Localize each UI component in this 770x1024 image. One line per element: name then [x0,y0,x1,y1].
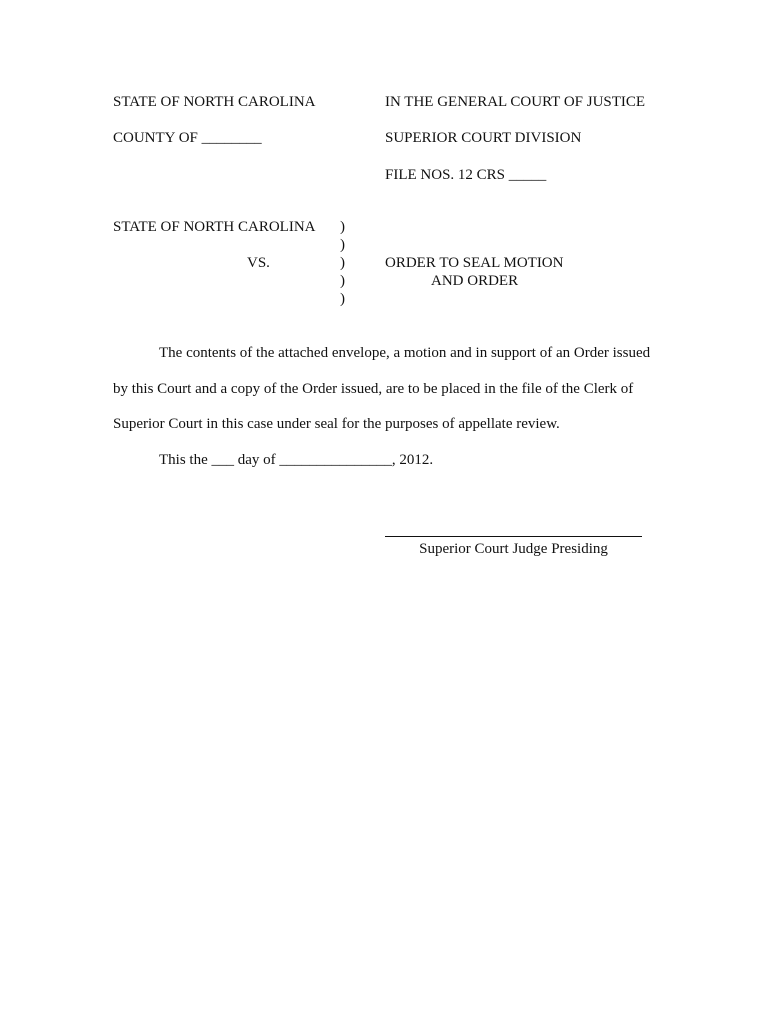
caption-bracket: ) [340,219,345,235]
file-number-line: FILE NOS. 12 CRS _____ [385,167,547,183]
caption-bracket: ) [340,273,345,289]
plaintiff-name: STATE OF NORTH CAROLINA [113,219,316,235]
caption-bracket: ) [340,291,345,307]
body-text-line: Superior Court in this case under seal for the purposes of appellate review. [113,416,560,432]
county-line: COUNTY OF ________ [113,130,262,146]
court-heading: IN THE GENERAL COURT OF JUSTICE [385,94,646,110]
caption-bracket: ) [340,255,345,271]
signature-line [385,536,642,537]
division-heading: SUPERIOR COURT DIVISION [385,130,582,146]
versus-label: VS. [247,255,270,271]
date-line: This the ___ day of _______________, 2012. [159,452,434,468]
order-title-line2: AND ORDER [431,273,519,289]
caption-bracket: ) [340,237,345,253]
order-title-line1: ORDER TO SEAL MOTION [385,255,564,271]
body-text-line: The contents of the attached envelope, a motion and in support of an Order issued [159,345,651,361]
signature-label: Superior Court Judge Presiding [419,541,608,557]
state-heading: STATE OF NORTH CAROLINA [113,94,316,110]
body-text-line: by this Court and a copy of the Order issued, are to be placed in the file of the Clerk of [113,381,634,397]
